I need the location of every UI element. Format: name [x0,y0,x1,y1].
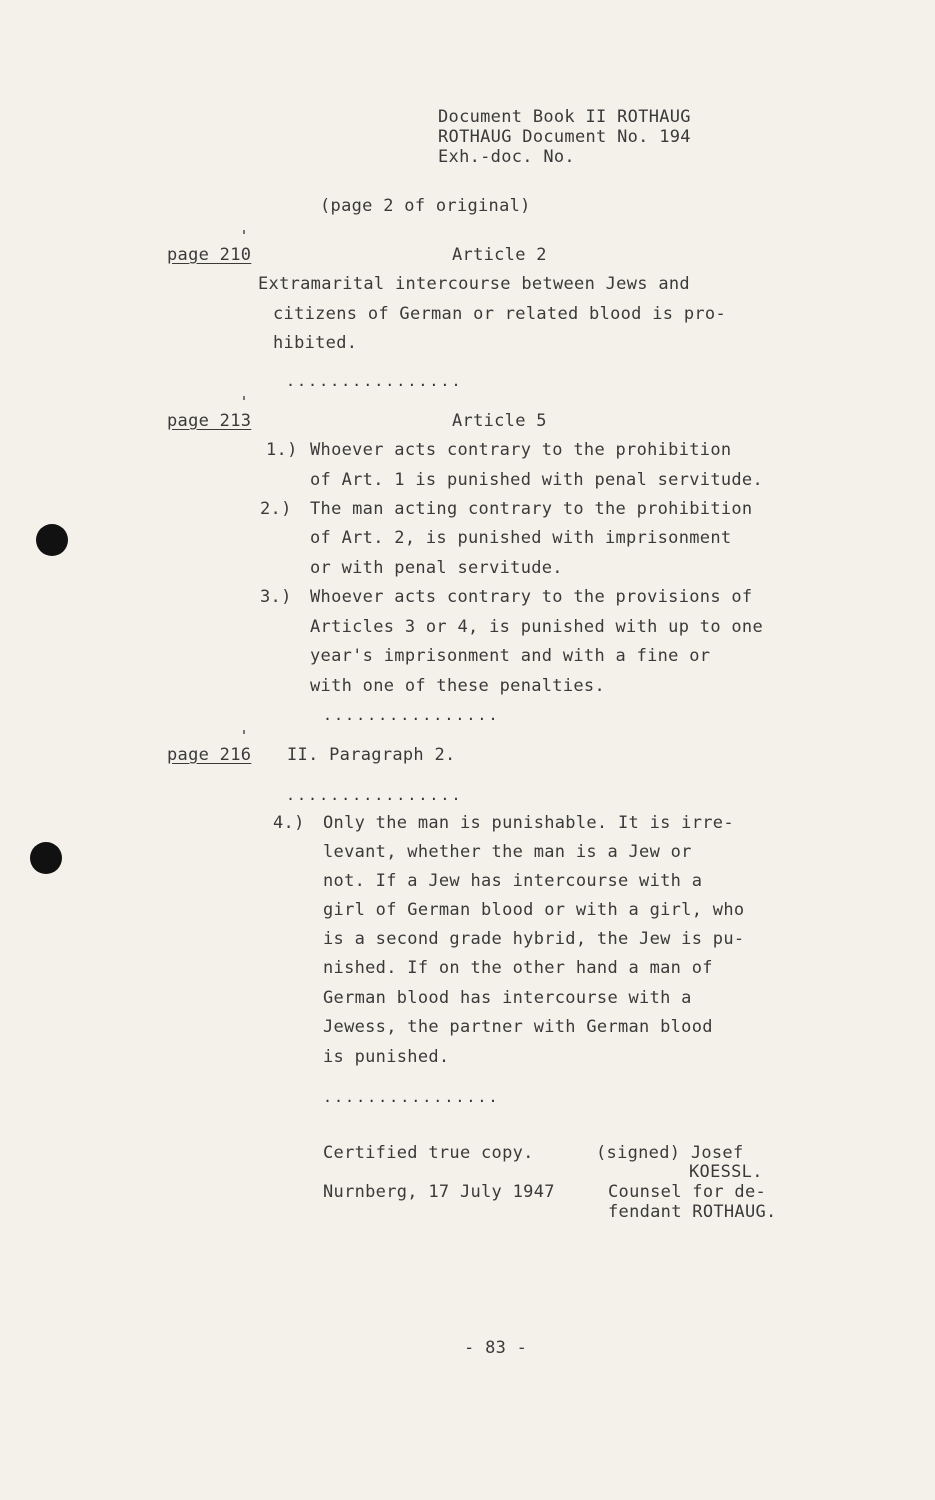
punch-hole-bottom [30,842,62,874]
item-4-line-6: nished. If on the other hand a man of [323,958,713,978]
article-5-title: Article 5 [452,411,547,431]
item-4-line-7: German blood has intercourse with a [323,988,692,1008]
margin-tick [243,230,245,234]
page-number: - 83 - [464,1338,528,1358]
signatory-role-1: Counsel for de- [608,1182,767,1202]
item-4-line-5: is a second grade hybrid, the Jew is pu- [323,929,745,949]
header-line-2: ROTHAUG Document No. 194 [438,127,691,147]
item-3-line-2: Articles 3 or 4, is punished with up to one [310,617,763,637]
signatory-role-2: fendant ROTHAUG. [608,1202,777,1222]
item-4-line-8: Jewess, the partner with German blood [323,1017,713,1037]
item-4-number: 4.) [273,813,305,833]
item-4-line-2: levant, whether the man is a Jew or [323,842,692,862]
margin-tick [243,730,245,734]
separator-dots-3: ................ [286,786,463,804]
separator-dots-1: ................ [286,372,463,390]
page-note: (page 2 of original) [320,196,531,216]
punch-hole-top [36,524,68,556]
paragraph-2-title: II. Paragraph 2. [287,745,456,765]
place-and-date: Nurnberg, 17 July 1947 [323,1182,555,1202]
signature-line-1: (signed) Josef [596,1143,744,1163]
page-ref-213: page 213 [167,411,252,431]
margin-tick [243,396,245,400]
article-2-title: Article 2 [452,245,547,265]
signature-name: KOESSL. [689,1162,763,1182]
header-line-3: Exh.-doc. No. [438,147,575,167]
page-ref-216: page 216 [167,745,252,765]
separator-dots-4: ................ [323,1088,500,1106]
article-2-line-2: citizens of German or related blood is pro- [273,304,726,324]
item-2-line-2: of Art. 2, is punished with imprisonment [310,528,732,548]
header-line-1: Document Book II ROTHAUG [438,107,691,127]
article-2-line-3: hibited. [273,333,358,353]
item-2-line-1: The man acting contrary to the prohibition [310,499,753,519]
item-2-line-3: or with penal servitude. [310,558,563,578]
article-2-line-1: Extramarital intercourse between Jews and [258,274,690,294]
certified-true-copy: Certified true copy. [323,1143,534,1163]
item-3-number: 3.) [260,587,292,607]
item-3-line-4: with one of these penalties. [310,676,605,696]
page-ref-210: page 210 [167,245,252,265]
item-3-line-1: Whoever acts contrary to the provisions of [310,587,753,607]
item-1-line-1: Whoever acts contrary to the prohibition [310,440,732,460]
item-4-line-9: is punished. [323,1047,450,1067]
item-2-number: 2.) [260,499,292,519]
separator-dots-2: ................ [323,706,500,724]
item-1-number: 1.) [266,440,298,460]
item-4-line-4: girl of German blood or with a girl, who [323,900,745,920]
item-3-line-3: year's imprisonment and with a fine or [310,646,711,666]
item-4-line-1: Only the man is punishable. It is irre- [323,813,734,833]
item-1-line-2: of Art. 1 is punished with penal servitude. [310,470,763,490]
item-4-line-3: not. If a Jew has intercourse with a [323,871,703,891]
